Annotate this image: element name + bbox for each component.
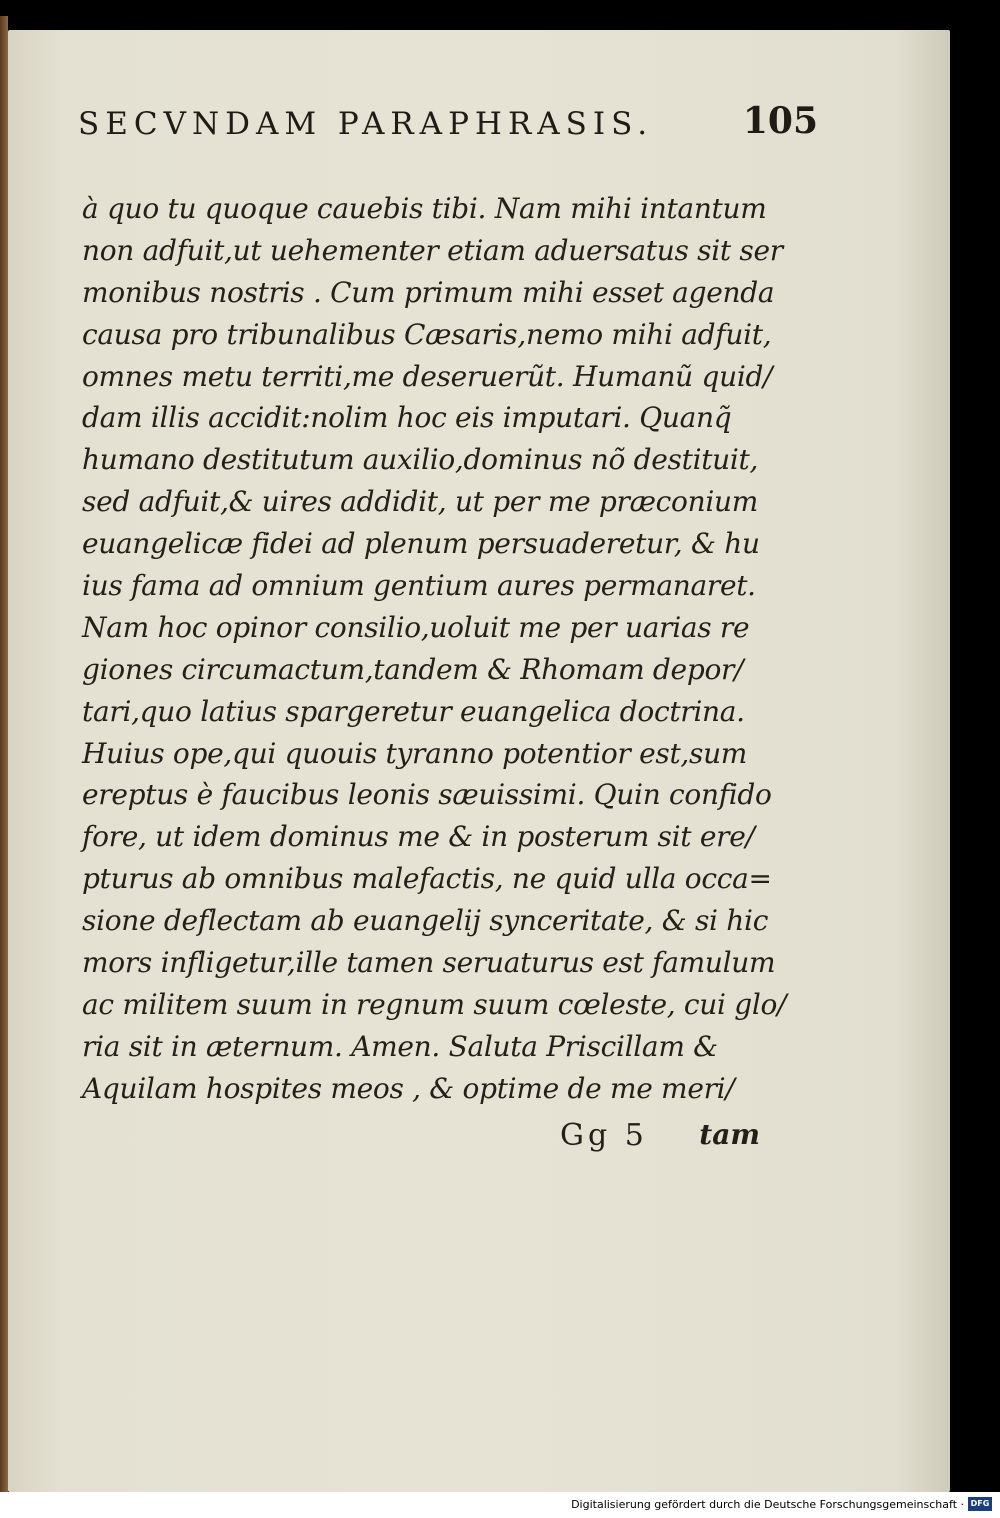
text-line: monibus nostris . Cum primum mihi esset agenda <box>82 275 775 309</box>
text-line: euangelicæ fidei ad plenum persuaderetur, & hu <box>82 527 760 561</box>
running-title: SECVNDAM PARAPHRASIS. <box>78 106 654 142</box>
dfg-logo: DFG <box>968 1497 992 1511</box>
text-line: ereptus è faucibus leonis sæuissimi. Quin confido <box>82 778 772 812</box>
text-line: omnes metu territi,me deseruerũt. Humanũ quid/ <box>82 359 773 393</box>
catchword: tam <box>699 1118 760 1151</box>
text-line: causa pro tribunalibus Cæsaris,nemo mihi adfuit, <box>82 317 772 351</box>
text-line: Nam hoc opinor consilio,uoluit me per uarias re <box>82 610 750 644</box>
text-line: dam illis accidit:nolim hoc eis imputari. Quanq̃ <box>82 401 732 435</box>
text-line: ac militem suum in regnum suum cœleste, cui glo/ <box>82 987 787 1021</box>
page-footer <box>560 1118 760 1158</box>
funding-credit: Digitalisierung gefördert durch die Deutsche Forschungsgemeinschaft · <box>571 1498 964 1511</box>
page-number: 105 <box>742 100 818 142</box>
text-line: pturus ab omnibus malefactis, ne quid ulla occa= <box>82 862 772 896</box>
text-line: giones circumactum,tandem & Rhomam depor/ <box>82 652 744 686</box>
text-line: sed adfuit,& uires addidit, ut per me præconium <box>82 485 758 519</box>
credit-bar <box>0 1492 1000 1518</box>
running-head <box>78 96 818 156</box>
text-line: humano destitutum auxilio,dominus nõ destituit, <box>82 443 759 477</box>
text-line: sione deflectam ab euangelij synceritate, & si hic <box>82 904 769 938</box>
binding-edge <box>0 16 8 1492</box>
text-line: ius fama ad omnium gentium aures permanaret. <box>82 569 756 603</box>
signature-mark: Gg 5 <box>560 1118 648 1153</box>
text-line: tari,quo latius spargeretur euangelica doctrina. <box>82 694 745 728</box>
text-line: ria sit in æternum. Amen. Saluta Priscillam & <box>82 1029 718 1063</box>
text-line: mors infligetur,ille tamen seruaturus est famulum <box>82 946 776 980</box>
text-line: Aquilam hospites meos , & optime de me meri/ <box>82 1071 735 1105</box>
body-text <box>82 188 787 1110</box>
text-line: à quo tu quoque cauebis tibi. Nam mihi intantum <box>82 192 767 225</box>
text-line: Huius ope,qui quouis tyranno potentior est,sum <box>82 736 748 770</box>
text-line: fore, ut idem dominus me & in posterum sit ere/ <box>82 820 755 854</box>
text-line: non adfuit,ut uehementer etiam aduersatus sit ser <box>82 233 783 267</box>
